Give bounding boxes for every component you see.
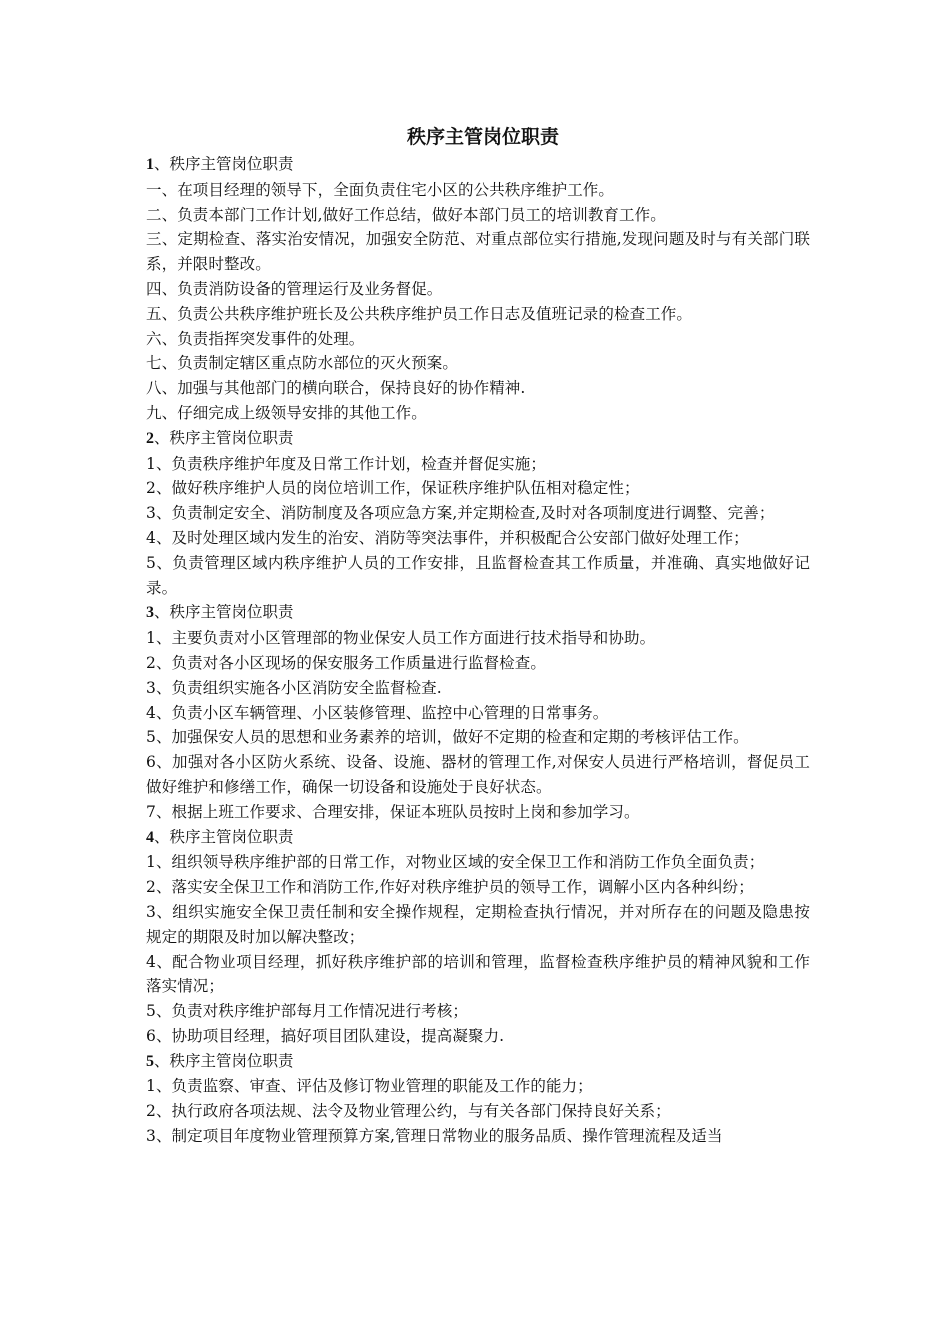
section-4 [146,825,810,1049]
duty-item: 六、负责指挥突发事件的处理。 [146,329,365,348]
section-number: 3 [146,604,154,622]
duty-item: 3、制定项目年度物业管理预算方案,管理日常物业的服务品质、操作管理流程及适当 [146,1127,723,1146]
document-body [146,152,810,1149]
duty-item: 6、协助项目经理，搞好项目团队建设，提高凝聚力. [146,1026,505,1045]
duty-item: 5、负责管理区域内秩序维护人员的工作安排，且监督检查其工作质量，并准确、真实地做好记录。 [146,553,810,597]
duty-item: 一、在项目经理的领导下，全面负责住宅小区的公共秩序维护工作。 [146,180,615,199]
section-heading [146,600,810,626]
section-heading-text: 、秩序主管岗位职责 [154,428,294,447]
section-2 [146,426,810,601]
duty-item: 5、加强保安人员的思想和业务素养的培训，做好不定期的检查和定期的考核评估工作。 [146,728,749,747]
section-heading [146,426,810,452]
section-number: 5 [146,1052,154,1070]
duty-item: 3、负责组织实施各小区消防安全监督检查. [146,678,442,697]
section-5 [146,1049,810,1149]
section-1 [146,152,810,426]
section-number: 4 [146,828,154,846]
duty-item: 1、主要负责对小区管理部的物业保安人员工作方面进行技术指导和协助。 [146,629,656,648]
duty-item: 5、负责对秩序维护部每月工作情况进行考核； [146,1002,468,1021]
duty-item: 二、负责本部门工作计划,做好工作总结，做好本部门员工的培训教育工作。 [146,205,666,224]
section-number: 2 [146,429,154,447]
duty-item: 1、负责监察、审查、评估及修订物业管理的职能及工作的能力； [146,1077,593,1096]
duty-item: 3、负责制定安全、消防制度及各项应急方案,并定期检查,及时对各项制度进行调整、完善； [146,504,775,523]
section-heading-text: 、秩序主管岗位职责 [154,155,294,173]
document-page [146,122,810,1149]
section-heading [146,152,810,178]
duty-item: 2、负责对各小区现场的保安服务工作质量进行监督检查。 [146,653,546,672]
duty-item: 2、落实安全保卫工作和消防工作,作好对秩序维护员的领导工作，调解小区内各种纠纷； [146,878,754,897]
duty-item: 八、加强与其他部门的横向联合，保持良好的协作精神. [146,379,526,398]
section-heading [146,1049,810,1075]
duty-item: 4、及时处理区域内发生的治安、消防等突法事件，并积极配合公安部门做好处理工作； [146,528,749,547]
duty-item: 4、配合物业项目经理，抓好秩序维护部的培训和管理，监督检查秩序维护员的精神风貌和工作落实情况； [146,952,810,996]
duty-item: 2、做好秩序维护人员的岗位培训工作，保证秩序维护队伍相对稳定性； [146,479,640,498]
duty-item: 3、组织实施安全保卫责任制和安全操作规程，定期检查执行情况，并对所存在的问题及隐患按规定的期限及时加以解决整改； [146,902,810,946]
duty-item: 四、负责消防设备的管理运行及业务督促。 [146,279,443,298]
document-title: 秩序主管岗位职责 [406,126,559,148]
duty-item: 6、加强对各小区防火系统、设备、设施、器材的管理工作,对保安人员进行严格培训，督促员工做好维护和修缮工作，确保一切设备和设施处于良好状态。 [146,753,810,796]
section-heading [146,825,810,851]
duty-item: 九、仔细完成上级领导安排的其他工作。 [146,403,427,422]
duty-item: 2、执行政府各项法规、法令及物业管理公约，与有关各部门保持良好关系； [146,1102,671,1121]
duty-item: 三、定期检查、落实治安情况，加强安全防范、对重点部位实行措施,发现问题及时与有关部门联系，并限时整改。 [146,230,810,274]
section-heading-text: 、秩序主管岗位职责 [154,1051,294,1070]
section-heading-text: 、秩序主管岗位职责 [154,603,294,622]
duty-item: 1、组织领导秩序维护部的日常工作，对物业区域的安全保卫工作和消防工作负全面负责； [146,853,765,872]
section-3 [146,600,810,824]
duty-item: 7、根据上班工作要求、合理安排，保证本班队员按时上岗和参加学习。 [146,802,640,821]
section-number: 1 [146,156,154,173]
duty-item: 4、负责小区车辆管理、小区装修管理、监控中心管理的日常事务。 [146,703,609,722]
duty-item: 五、负责公共秩序维护班长及公共秩序维护员工作日志及值班记录的检查工作。 [146,304,693,323]
section-heading-text: 、秩序主管岗位职责 [154,827,294,846]
duty-item: 七、负责制定辖区重点防水部位的灭火预案。 [146,354,459,373]
duty-item: 1、负责秩序维护年度及日常工作计划，检查并督促实施； [146,454,546,473]
